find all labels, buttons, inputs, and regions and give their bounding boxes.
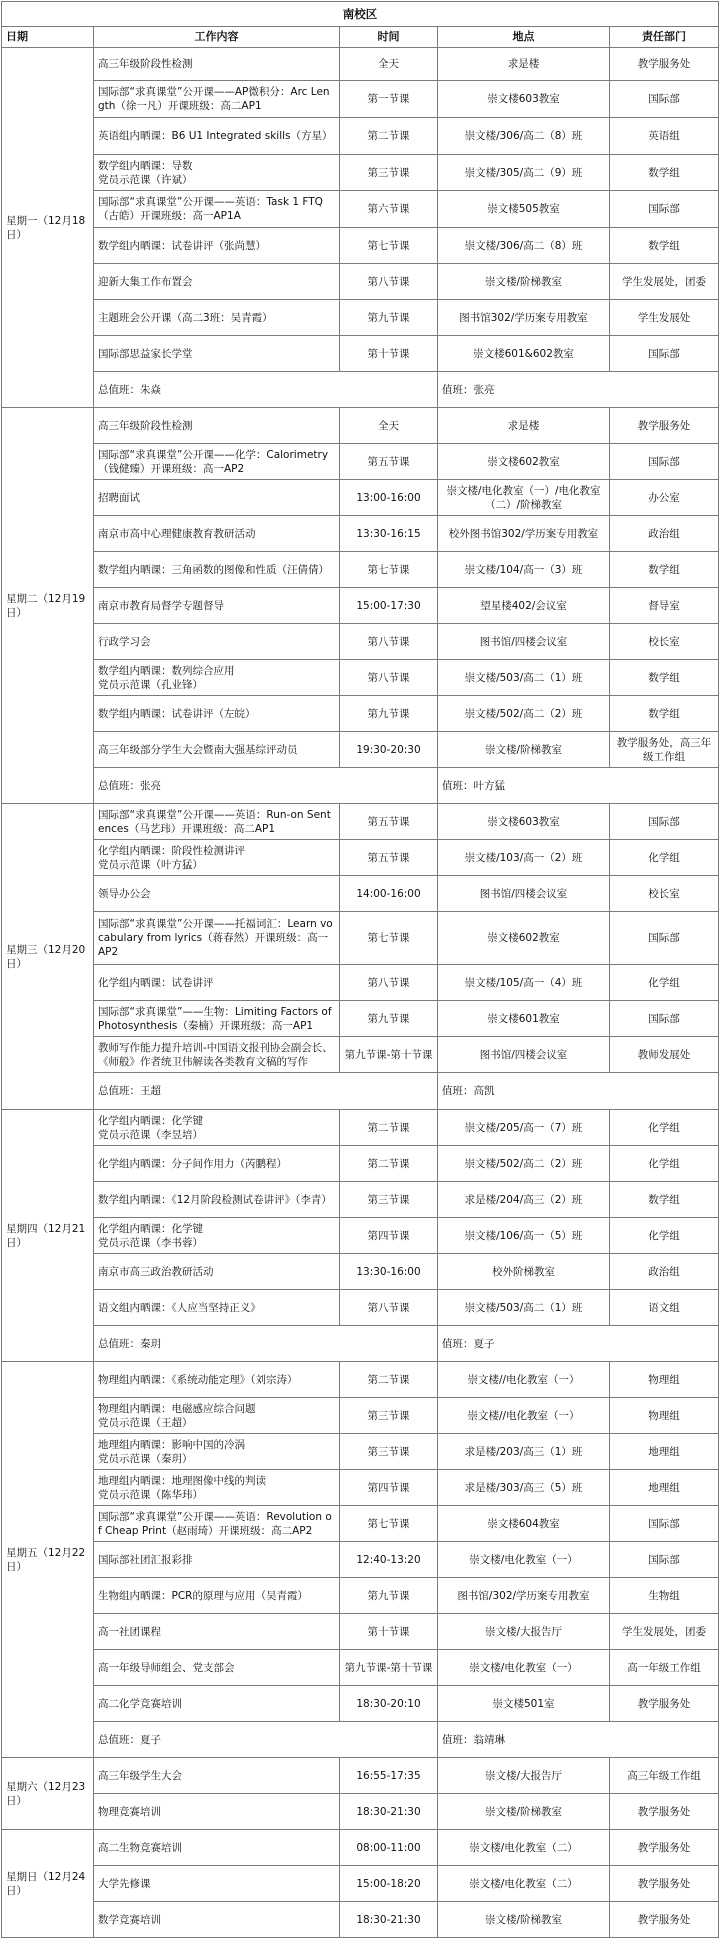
time-cell: 第八节课 — [340, 660, 438, 696]
dept-cell: 国际部 — [610, 912, 719, 965]
day-cell: 星期一（12月18日） — [2, 48, 94, 408]
place-cell: 崇文楼/306/高二（8）班 — [438, 228, 610, 264]
day-cell: 星期六（12月23日） — [2, 1758, 94, 1830]
content-cell: 国际部思益家长学堂 — [94, 336, 340, 372]
duty-cell: 值班：张亮 — [438, 372, 719, 408]
content-cell: 化学组内晒课：分子间作用力（芮鹏程） — [94, 1146, 340, 1182]
time-cell: 18:30-20:10 — [340, 1686, 438, 1722]
table-row — [2, 1650, 719, 1686]
chief-duty-cell: 总值班：夏子 — [94, 1722, 438, 1758]
place-cell: 崇文楼/503/高二（1）班 — [438, 1290, 610, 1326]
time-cell: 15:00-18:20 — [340, 1866, 438, 1902]
content-cell: 高一社团课程 — [94, 1614, 340, 1650]
dept-cell: 督导室 — [610, 588, 719, 624]
place-cell: 图书馆/四楼会议室 — [438, 1037, 610, 1073]
dept-cell: 化学组 — [610, 1218, 719, 1254]
table-row — [2, 1362, 719, 1398]
table-row — [2, 264, 719, 300]
time-cell: 第八节课 — [340, 264, 438, 300]
dept-cell: 教学服务处，高三年级工作组 — [610, 732, 719, 768]
dept-cell: 国际部 — [610, 336, 719, 372]
dept-cell: 教学服务处 — [610, 1794, 719, 1830]
table-row — [2, 1290, 719, 1326]
dept-cell: 办公室 — [610, 480, 719, 516]
day-cell: 星期三（12月20日） — [2, 804, 94, 1110]
content-cell: 化学组内晒课：试卷讲评 — [94, 965, 340, 1001]
time-cell: 第一节课 — [340, 81, 438, 118]
content-cell: 化学组内晒课：化学键 党员示范课（李书蓉） — [94, 1218, 340, 1254]
time-cell: 第二节课 — [340, 118, 438, 155]
duty-row — [2, 1326, 719, 1362]
content-cell: 国际部“求真课堂”公开课——托福词汇：Learn vocabulary from lyrics（蒋春然）开课班级：高一AP2 — [94, 912, 340, 965]
table-row — [2, 732, 719, 768]
table-row — [2, 1398, 719, 1434]
schedule-table — [1, 1, 719, 1938]
time-cell: 第九节课-第十节课 — [340, 1037, 438, 1073]
time-cell: 全天 — [340, 408, 438, 444]
table-row — [2, 965, 719, 1001]
content-cell: 国际部“求真课堂”公开课——英语：Task 1 FTQ（古皓）开课班级：高一AP1A — [94, 191, 340, 228]
table-row — [2, 660, 719, 696]
table-row — [2, 1830, 719, 1866]
dept-cell: 英语组 — [610, 118, 719, 155]
time-cell: 第七节课 — [340, 552, 438, 588]
table-row — [2, 1001, 719, 1037]
content-cell: 高三年级部分学生大会暨南大强基综评动员 — [94, 732, 340, 768]
header-time: 时间 — [340, 27, 438, 48]
time-cell: 第八节课 — [340, 1290, 438, 1326]
time-cell: 08:00-11:00 — [340, 1830, 438, 1866]
table-row — [2, 1146, 719, 1182]
time-cell: 第三节课 — [340, 155, 438, 191]
place-cell: 崇文楼/电化教室（二） — [438, 1866, 610, 1902]
place-cell: 崇文楼/106/高一（5）班 — [438, 1218, 610, 1254]
content-cell: 数学组内晒课：三角函数的图像和性质（汪倩倩） — [94, 552, 340, 588]
content-cell: 高三年级阶段性检测 — [94, 48, 340, 81]
dept-cell: 教学服务处 — [610, 48, 719, 81]
time-cell: 15:00-17:30 — [340, 588, 438, 624]
dept-cell: 数学组 — [610, 660, 719, 696]
content-cell: 高三年级阶段性检测 — [94, 408, 340, 444]
place-cell: 崇文楼/电化教室（一） — [438, 1650, 610, 1686]
table-row — [2, 1110, 719, 1146]
place-cell: 崇文楼/电化教室（一） — [438, 1542, 610, 1578]
place-cell: 校外图书馆302/学历案专用教室 — [438, 516, 610, 552]
place-cell: 图书馆/四楼会议室 — [438, 624, 610, 660]
day-cell: 星期二（12月19日） — [2, 408, 94, 804]
time-cell: 第九节课 — [340, 1001, 438, 1037]
time-cell: 第四节课 — [340, 1218, 438, 1254]
duty-cell: 值班：叶方猛 — [438, 768, 719, 804]
place-cell: 崇文楼/电化教室（二） — [438, 1830, 610, 1866]
place-cell: 崇文楼/阶梯教室 — [438, 1794, 610, 1830]
content-cell: 英语组内晒课：B6 U1 Integrated skills（方星） — [94, 118, 340, 155]
header-row — [2, 27, 719, 48]
time-cell: 13:30-16:15 — [340, 516, 438, 552]
table-row — [2, 300, 719, 336]
content-cell: 数学组内晒课：《12月阶段检测试卷讲评》（李青） — [94, 1182, 340, 1218]
place-cell: 崇文楼603教室 — [438, 81, 610, 118]
dept-cell: 高三年级工作组 — [610, 1758, 719, 1794]
place-cell: 崇文楼604教室 — [438, 1506, 610, 1542]
place-cell: 崇文楼/阶梯教室 — [438, 1902, 610, 1938]
content-cell: 南京市高中心理健康教育教研活动 — [94, 516, 340, 552]
content-cell: 物理组内晒课：《系统动能定理》（刘宗涛） — [94, 1362, 340, 1398]
dept-cell: 国际部 — [610, 191, 719, 228]
table-row — [2, 480, 719, 516]
place-cell: 崇文楼/205/高一（7）班 — [438, 1110, 610, 1146]
place-cell: 求是楼 — [438, 48, 610, 81]
place-cell: 崇文楼601&602教室 — [438, 336, 610, 372]
content-cell: 教师写作能力提升培训-中国语文报刊协会副会长、《师般》作者统卫伟解读各类教育文稿的写作 — [94, 1037, 340, 1073]
place-cell: 崇文楼/305/高二（9）班 — [438, 155, 610, 191]
content-cell: 化学组内晒课：阶段性检测讲评 党员示范课（叶方猛） — [94, 840, 340, 876]
time-cell: 第九节课-第十节课 — [340, 1650, 438, 1686]
table-row — [2, 1542, 719, 1578]
time-cell: 第五节课 — [340, 840, 438, 876]
place-cell: 崇文楼/503/高二（1）班 — [438, 660, 610, 696]
content-cell: 南京市教育局督学专题督导 — [94, 588, 340, 624]
place-cell: 图书馆/302/学历案专用教室 — [438, 1578, 610, 1614]
duty-row — [2, 1722, 719, 1758]
dept-cell: 地理组 — [610, 1470, 719, 1506]
table-title: 南校区 — [2, 2, 719, 27]
place-cell: 崇文楼/105/高一（4）班 — [438, 965, 610, 1001]
time-cell: 16:55-17:35 — [340, 1758, 438, 1794]
dept-cell: 校长室 — [610, 624, 719, 660]
time-cell: 第七节课 — [340, 228, 438, 264]
place-cell: 校外阶梯教室 — [438, 1254, 610, 1290]
time-cell: 第九节课 — [340, 1578, 438, 1614]
table-row — [2, 118, 719, 155]
dept-cell: 国际部 — [610, 444, 719, 480]
dept-cell: 数学组 — [610, 1182, 719, 1218]
place-cell: 崇文楼602教室 — [438, 912, 610, 965]
header-place: 地点 — [438, 27, 610, 48]
content-cell: 大学先修课 — [94, 1866, 340, 1902]
content-cell: 数学组内晒课：数列综合应用 党员示范课（孔业锋） — [94, 660, 340, 696]
chief-duty-cell: 总值班：秦玥 — [94, 1326, 438, 1362]
content-cell: 国际部社团汇报彩排 — [94, 1542, 340, 1578]
dept-cell: 化学组 — [610, 1110, 719, 1146]
content-cell: 国际部“求真课堂”公开课——AP微积分：Arc Length（徐一凡）开课班级：高二AP1 — [94, 81, 340, 118]
content-cell: 迎新大集工作布置会 — [94, 264, 340, 300]
table-row — [2, 1686, 719, 1722]
place-cell: 崇文楼/103/高一（2）班 — [438, 840, 610, 876]
dept-cell: 教学服务处 — [610, 1686, 719, 1722]
content-cell: 数学组内晒课：试卷讲评（张尚慧） — [94, 228, 340, 264]
duty-row — [2, 372, 719, 408]
dept-cell: 化学组 — [610, 1146, 719, 1182]
dept-cell: 国际部 — [610, 1542, 719, 1578]
place-cell: 求是楼/303/高三（5）班 — [438, 1470, 610, 1506]
day-cell: 星期日（12月24日） — [2, 1830, 94, 1938]
dept-cell: 教学服务处 — [610, 1830, 719, 1866]
table-row — [2, 48, 719, 81]
table-row — [2, 1037, 719, 1073]
time-cell: 第七节课 — [340, 912, 438, 965]
time-cell: 第五节课 — [340, 804, 438, 840]
place-cell: 图书馆/四楼会议室 — [438, 876, 610, 912]
table-row — [2, 912, 719, 965]
dept-cell: 教学服务处 — [610, 1902, 719, 1938]
place-cell: 崇文楼//电化教室（一） — [438, 1362, 610, 1398]
content-cell: 语文组内晒课：《人应当坚持正义》 — [94, 1290, 340, 1326]
content-cell: 地理组内晒课：影响中国的冷涡 党员示范课（秦玥） — [94, 1434, 340, 1470]
content-cell: 主题班会公开课（高二3班：吴青霞） — [94, 300, 340, 336]
time-cell: 第九节课 — [340, 300, 438, 336]
time-cell: 第三节课 — [340, 1182, 438, 1218]
dept-cell: 学生发展处，团委 — [610, 264, 719, 300]
time-cell: 第十节课 — [340, 1614, 438, 1650]
time-cell: 第五节课 — [340, 444, 438, 480]
chief-duty-cell: 总值班：王超 — [94, 1073, 438, 1110]
place-cell: 崇文楼/306/高二（8）班 — [438, 118, 610, 155]
table-row — [2, 588, 719, 624]
table-row — [2, 1614, 719, 1650]
dept-cell: 语文组 — [610, 1290, 719, 1326]
content-cell: 数学组内晒课：导数 党员示范课（许斌） — [94, 155, 340, 191]
table-row — [2, 1578, 719, 1614]
dept-cell: 数学组 — [610, 155, 719, 191]
content-cell: 高三年级学生大会 — [94, 1758, 340, 1794]
duty-cell: 值班：翁靖琳 — [438, 1722, 719, 1758]
dept-cell: 化学组 — [610, 840, 719, 876]
table-row — [2, 840, 719, 876]
place-cell: 崇文楼505教室 — [438, 191, 610, 228]
table-row — [2, 408, 719, 444]
place-cell: 图书馆302/学历案专用教室 — [438, 300, 610, 336]
place-cell: 崇文楼601教室 — [438, 1001, 610, 1037]
dept-cell: 教师发展处 — [610, 1037, 719, 1073]
table-row — [2, 1758, 719, 1794]
dept-cell: 物理组 — [610, 1362, 719, 1398]
time-cell: 第三节课 — [340, 1434, 438, 1470]
table-row — [2, 1218, 719, 1254]
time-cell: 第二节课 — [340, 1110, 438, 1146]
dept-cell: 学生发展处，团委 — [610, 1614, 719, 1650]
dept-cell: 学生发展处 — [610, 300, 719, 336]
table-row — [2, 1182, 719, 1218]
content-cell: 高二生物竞赛培训 — [94, 1830, 340, 1866]
time-cell: 13:00-16:00 — [340, 480, 438, 516]
table-row — [2, 1470, 719, 1506]
place-cell: 崇文楼602教室 — [438, 444, 610, 480]
place-cell: 求是楼/203/高三（1）班 — [438, 1434, 610, 1470]
content-cell: 数学组内晒课：试卷讲评（左皖） — [94, 696, 340, 732]
table-row — [2, 1254, 719, 1290]
dept-cell: 政治组 — [610, 516, 719, 552]
table-row — [2, 336, 719, 372]
dept-cell: 国际部 — [610, 1506, 719, 1542]
content-cell: 领导办公会 — [94, 876, 340, 912]
content-cell: 行政学习会 — [94, 624, 340, 660]
time-cell: 第八节课 — [340, 624, 438, 660]
title-row — [2, 2, 719, 27]
place-cell: 崇文楼//电化教室（一） — [438, 1398, 610, 1434]
dept-cell: 国际部 — [610, 1001, 719, 1037]
time-cell: 第八节课 — [340, 965, 438, 1001]
time-cell: 13:30-16:00 — [340, 1254, 438, 1290]
table-row — [2, 1794, 719, 1830]
time-cell: 12:40-13:20 — [340, 1542, 438, 1578]
time-cell: 第十节课 — [340, 336, 438, 372]
duty-row — [2, 1073, 719, 1110]
table-row — [2, 1434, 719, 1470]
table-row — [2, 552, 719, 588]
place-cell: 崇文楼/502/高二（2）班 — [438, 1146, 610, 1182]
content-cell: 物理组内晒课：电磁感应综合问题 党员示范课（王超） — [94, 1398, 340, 1434]
content-cell: 高二化学竞赛培训 — [94, 1686, 340, 1722]
time-cell: 第三节课 — [340, 1398, 438, 1434]
table-row — [2, 228, 719, 264]
duty-cell: 值班：高凯 — [438, 1073, 719, 1110]
place-cell: 崇文楼501室 — [438, 1686, 610, 1722]
table-row — [2, 516, 719, 552]
dept-cell: 数学组 — [610, 552, 719, 588]
dept-cell: 生物组 — [610, 1578, 719, 1614]
dept-cell: 教学服务处 — [610, 1866, 719, 1902]
dept-cell: 政治组 — [610, 1254, 719, 1290]
header-dept: 责任部门 — [610, 27, 719, 48]
place-cell: 崇文楼603教室 — [438, 804, 610, 840]
content-cell: 地理组内晒课：地理图像中线的判读 党员示范课（陈华玮） — [94, 1470, 340, 1506]
table-row — [2, 191, 719, 228]
dept-cell: 数学组 — [610, 228, 719, 264]
table-row — [2, 876, 719, 912]
place-cell: 崇文楼/104/高一（3）班 — [438, 552, 610, 588]
place-cell: 求是楼/204/高三（2）班 — [438, 1182, 610, 1218]
content-cell: 国际部“求真课堂”公开课——英语：Run-on Sentences（马艺玮）开课班级：高二AP1 — [94, 804, 340, 840]
table-row — [2, 155, 719, 191]
day-cell: 星期五（12月22日） — [2, 1362, 94, 1758]
time-cell: 第四节课 — [340, 1470, 438, 1506]
table-row — [2, 81, 719, 118]
time-cell: 14:00-16:00 — [340, 876, 438, 912]
content-cell: 国际部“求真课堂”——生物：Limiting Factors of Photosynthesis（秦楠）开课班级：高一AP1 — [94, 1001, 340, 1037]
table-row — [2, 804, 719, 840]
header-date: 日期 — [2, 27, 94, 48]
content-cell: 化学组内晒课：化学键 党员示范课（李昱培） — [94, 1110, 340, 1146]
content-cell: 物理竞赛培训 — [94, 1794, 340, 1830]
dept-cell: 高一年级工作组 — [610, 1650, 719, 1686]
chief-duty-cell: 总值班：张亮 — [94, 768, 438, 804]
place-cell: 崇文楼/大报告厅 — [438, 1758, 610, 1794]
day-cell: 星期四（12月21日） — [2, 1110, 94, 1362]
header-content: 工作内容 — [94, 27, 340, 48]
content-cell: 国际部“求真课堂”公开课——英语：Revolution of Cheap Print（赵雨琦）开课班级：高二AP2 — [94, 1506, 340, 1542]
dept-cell: 数学组 — [610, 696, 719, 732]
content-cell: 数学竞赛培训 — [94, 1902, 340, 1938]
table-row — [2, 624, 719, 660]
place-cell: 崇文楼/502/高二（2）班 — [438, 696, 610, 732]
content-cell: 招聘面试 — [94, 480, 340, 516]
place-cell: 求是楼 — [438, 408, 610, 444]
chief-duty-cell: 总值班：朱焱 — [94, 372, 438, 408]
content-cell: 国际部“求真课堂”公开课——化学：Calorimetry（钱健臻）开课班级：高一AP2 — [94, 444, 340, 480]
time-cell: 第七节课 — [340, 1506, 438, 1542]
content-cell: 南京市高三政治教研活动 — [94, 1254, 340, 1290]
duty-row — [2, 768, 719, 804]
place-cell: 崇文楼/大报告厅 — [438, 1614, 610, 1650]
table-row — [2, 1506, 719, 1542]
place-cell: 崇文楼/阶梯教室 — [438, 264, 610, 300]
content-cell: 高一年级导师组会、党支部会 — [94, 1650, 340, 1686]
table-row — [2, 1866, 719, 1902]
dept-cell: 物理组 — [610, 1398, 719, 1434]
place-cell: 崇文楼/电化教室（一）/电化教室（二）/阶梯教室 — [438, 480, 610, 516]
duty-cell: 值班：夏子 — [438, 1326, 719, 1362]
time-cell: 全天 — [340, 48, 438, 81]
place-cell: 望星楼402/会议室 — [438, 588, 610, 624]
place-cell: 崇文楼/阶梯教室 — [438, 732, 610, 768]
dept-cell: 国际部 — [610, 81, 719, 118]
table-row — [2, 444, 719, 480]
table-row — [2, 696, 719, 732]
time-cell: 第六节课 — [340, 191, 438, 228]
dept-cell: 校长室 — [610, 876, 719, 912]
dept-cell: 化学组 — [610, 965, 719, 1001]
time-cell: 18:30-21:30 — [340, 1794, 438, 1830]
time-cell: 18:30-21:30 — [340, 1902, 438, 1938]
time-cell: 第二节课 — [340, 1146, 438, 1182]
time-cell: 第九节课 — [340, 696, 438, 732]
time-cell: 19:30-20:30 — [340, 732, 438, 768]
dept-cell: 地理组 — [610, 1434, 719, 1470]
dept-cell: 教学服务处 — [610, 408, 719, 444]
dept-cell: 国际部 — [610, 804, 719, 840]
content-cell: 生物组内晒课：PCR的原理与应用（吴青霞） — [94, 1578, 340, 1614]
time-cell: 第二节课 — [340, 1362, 438, 1398]
